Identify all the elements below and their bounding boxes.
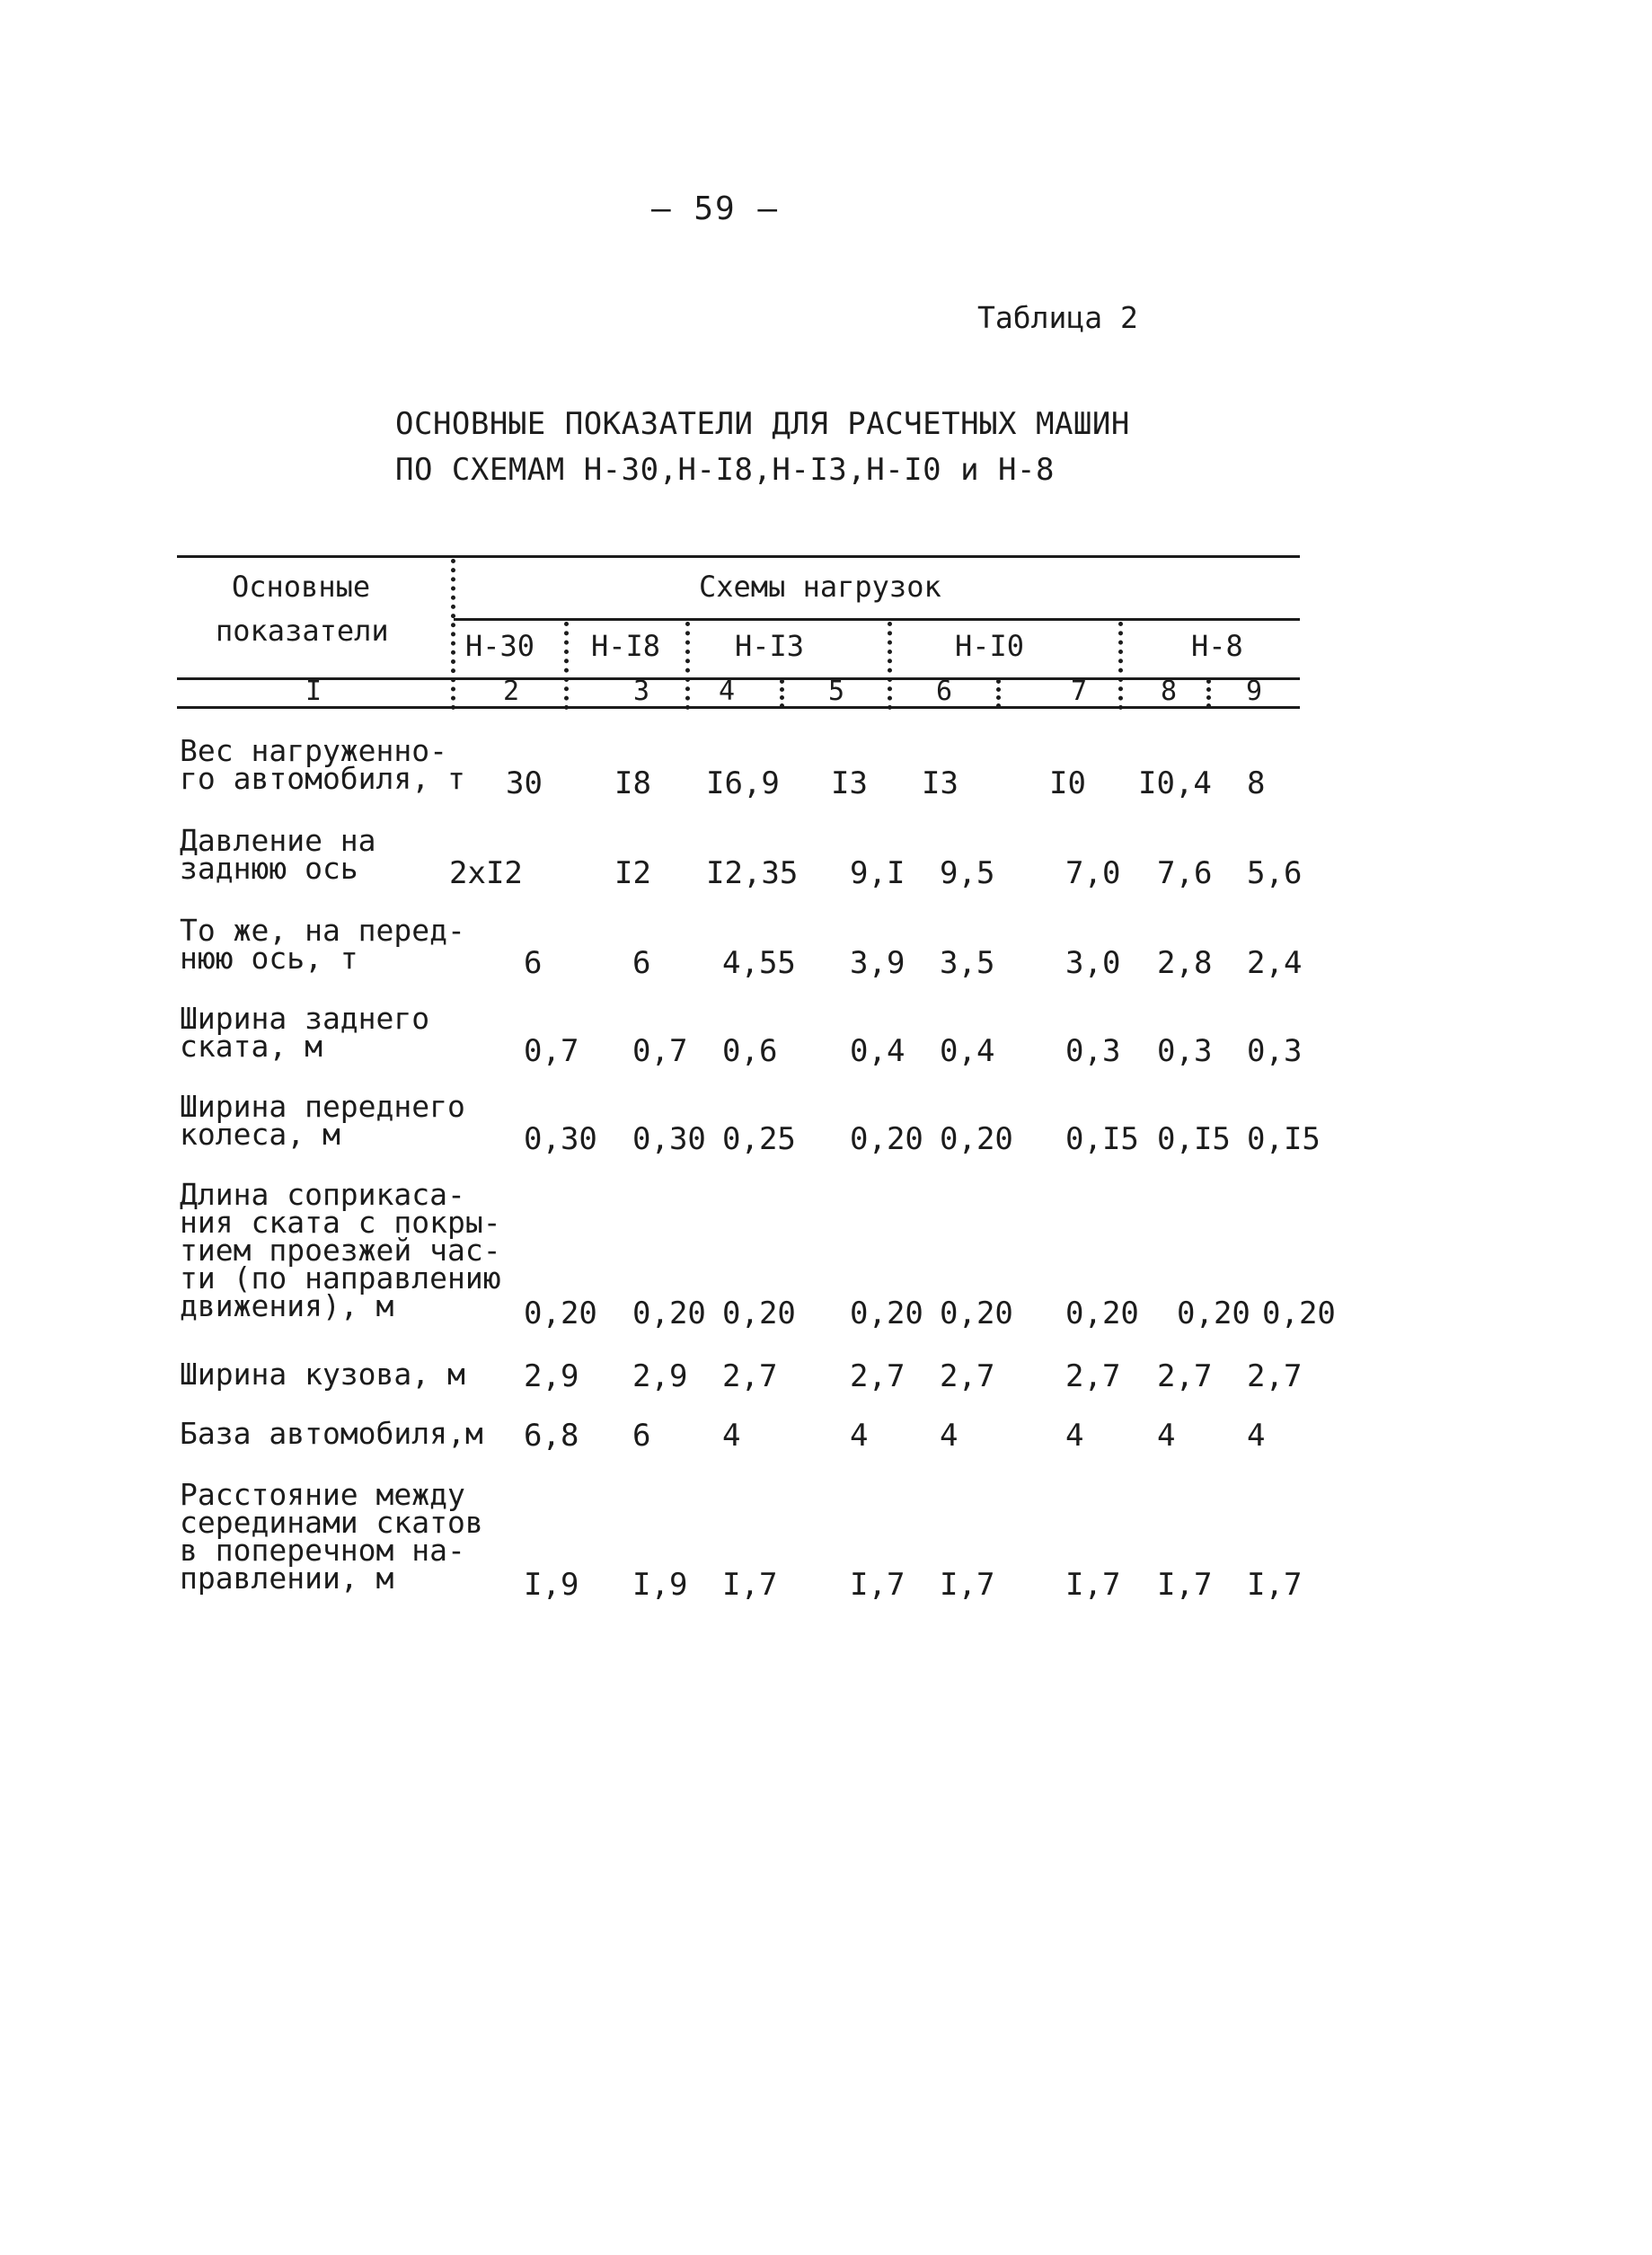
table-cell: 4,55 — [722, 945, 796, 981]
table-cell: 0,20 — [850, 1121, 923, 1157]
table-cell: I,7 — [1065, 1567, 1121, 1603]
table-cell: 6 — [524, 945, 543, 981]
table-cell: 0,30 — [632, 1121, 706, 1157]
table-cell: 0,20 — [1177, 1296, 1250, 1331]
header-schemes-title: Схемы нагрузок — [699, 570, 941, 604]
table-cell: I,7 — [850, 1567, 906, 1603]
table-cell: 7,6 — [1157, 855, 1213, 891]
table-title-line-2: ПО СХЕМАМ Н-30,Н-I8,Н-I3,Н-I0 и Н-8 — [395, 452, 1055, 488]
table-title-line-1: ОСНОВНЫЕ ПОКАЗАТЕЛИ ДЛЯ РАСЧЕТНЫХ МАШИН — [395, 406, 1130, 442]
table-cell: 0,25 — [722, 1121, 796, 1157]
table-cell: 0,3 — [1247, 1033, 1303, 1069]
table-cell: 0,20 — [1065, 1296, 1139, 1331]
table-cell: 3,5 — [940, 945, 995, 981]
separator-col-6-7 — [996, 679, 1001, 708]
table-cell: I0 — [1049, 765, 1086, 801]
table-cell: 6,8 — [524, 1418, 579, 1454]
table-cell: 6 — [632, 1418, 651, 1454]
row-label-wheelbase: База автомобиля,м — [180, 1416, 483, 1451]
table-label: Таблица 2 — [977, 300, 1138, 335]
column-number: 9 — [1246, 676, 1263, 707]
table-cell: 0,20 — [850, 1296, 923, 1331]
column-number: 4 — [719, 676, 736, 707]
page-number: — 59 — — [651, 190, 780, 227]
table-cell: 0,20 — [1262, 1296, 1336, 1331]
column-numbers-rule — [177, 706, 1300, 709]
row-label-rear-axle-pressure: Давление на заднюю ось — [180, 823, 376, 886]
table-cell: I,9 — [632, 1567, 688, 1603]
table-cell: I6,9 — [706, 765, 780, 801]
separator-col-4-5 — [780, 679, 784, 708]
table-cell: 2,9 — [632, 1358, 688, 1394]
table-cell: I,7 — [722, 1567, 778, 1603]
header-bottom-rule — [177, 677, 1300, 680]
row-label-track-distance: Расстояние между серединами скатов в поперечном на- правлении, м — [180, 1477, 483, 1596]
row-label-body-width: Ширина кузова, м — [180, 1357, 465, 1392]
schemes-rule — [454, 618, 1300, 621]
table-cell: 6 — [632, 945, 651, 981]
separator-h18 — [685, 622, 690, 710]
table-cell: 0,I5 — [1247, 1121, 1321, 1157]
header-first-col-line-1: Основные — [232, 570, 371, 604]
table-cell: I2,35 — [706, 855, 799, 891]
table-cell: 0,I5 — [1157, 1121, 1231, 1157]
table-cell: 0,30 — [524, 1121, 597, 1157]
table-cell: 0,I5 — [1065, 1121, 1139, 1157]
column-number: 2 — [503, 676, 520, 707]
table-cell: 0,20 — [632, 1296, 706, 1331]
table-cell: I8 — [614, 765, 651, 801]
table-cell: 0,7 — [632, 1033, 688, 1069]
header-scheme-h13: Н-I3 — [735, 629, 805, 663]
column-number: 6 — [936, 676, 953, 707]
table-cell: 4 — [850, 1418, 869, 1454]
table-cell: 0,3 — [1157, 1033, 1213, 1069]
table-cell: 4 — [1157, 1418, 1176, 1454]
table-cell: 4 — [940, 1418, 959, 1454]
table-cell: 3,0 — [1065, 945, 1121, 981]
table-cell: 3,9 — [850, 945, 906, 981]
table-cell: 0,20 — [940, 1296, 1013, 1331]
row-label-rear-tire-width: Ширина заднего ската, м — [180, 1001, 430, 1064]
table-cell: 2,9 — [524, 1358, 579, 1394]
table-cell: 7,0 — [1065, 855, 1121, 891]
table-cell: I,7 — [1157, 1567, 1213, 1603]
table-cell: 9,I — [850, 855, 906, 891]
table-cell: 4 — [1065, 1418, 1084, 1454]
table-cell: 2,7 — [1247, 1358, 1303, 1394]
table-cell: I0,4 — [1138, 765, 1212, 801]
header-scheme-h30: Н-30 — [465, 629, 535, 663]
table-cell: 0,6 — [722, 1033, 778, 1069]
table-cell: 2,7 — [940, 1358, 995, 1394]
row-label-contact-length: Длина соприкаса- ния ската с покры- тием проезжей час- ти (по направлению движения), м — [180, 1177, 501, 1323]
separator-h10 — [1118, 622, 1123, 710]
table-cell: 5,6 — [1247, 855, 1303, 891]
column-number: I — [305, 676, 322, 707]
column-number: 8 — [1161, 676, 1178, 707]
table-cell: 9,5 — [940, 855, 995, 891]
table-cell: I2 — [614, 855, 651, 891]
table-cell: 2,7 — [850, 1358, 906, 1394]
header-scheme-h10: Н-I0 — [955, 629, 1025, 663]
table-cell: 0,7 — [524, 1033, 579, 1069]
table-cell: 2,7 — [722, 1358, 778, 1394]
table-cell: 0,20 — [722, 1296, 796, 1331]
table-cell: 0,4 — [940, 1033, 995, 1069]
separator-col-8-9 — [1206, 679, 1211, 708]
column-number: 5 — [828, 676, 845, 707]
separator-h30 — [564, 622, 569, 710]
table-cell: 30 — [506, 765, 543, 801]
table-cell: 0,20 — [524, 1296, 597, 1331]
table-cell: I,9 — [524, 1567, 579, 1603]
table-cell: 0,3 — [1065, 1033, 1121, 1069]
header-scheme-h8: Н-8 — [1191, 629, 1243, 663]
table-cell: 4 — [722, 1418, 741, 1454]
table-top-rule — [177, 555, 1300, 558]
table-cell: 2хI2 — [449, 855, 523, 891]
separator-main — [451, 559, 455, 710]
table-cell: 2,4 — [1247, 945, 1303, 981]
table-cell: I,7 — [940, 1567, 995, 1603]
table-cell: 2,7 — [1157, 1358, 1213, 1394]
row-label-front-axle-pressure: То же, на перед- нюю ось, т — [180, 913, 465, 976]
table-cell: 0,20 — [940, 1121, 1013, 1157]
table-cell: I3 — [831, 765, 868, 801]
table-cell: 8 — [1247, 765, 1266, 801]
row-label-front-wheel-width: Ширина переднего колеса, м — [180, 1089, 465, 1152]
table-cell: 0,4 — [850, 1033, 906, 1069]
column-number: 3 — [633, 676, 650, 707]
header-first-col-line-2: показатели — [216, 614, 389, 648]
row-label-loaded-weight: Вес нагруженно- го автомобиля, т — [180, 733, 465, 796]
header-scheme-h18: Н-I8 — [591, 629, 661, 663]
table-cell: 2,8 — [1157, 945, 1213, 981]
column-number: 7 — [1071, 676, 1088, 707]
table-cell: 4 — [1247, 1418, 1266, 1454]
table-cell: I,7 — [1247, 1567, 1303, 1603]
table-cell: 2,7 — [1065, 1358, 1121, 1394]
table-cell: I3 — [922, 765, 959, 801]
separator-h13 — [888, 622, 892, 710]
